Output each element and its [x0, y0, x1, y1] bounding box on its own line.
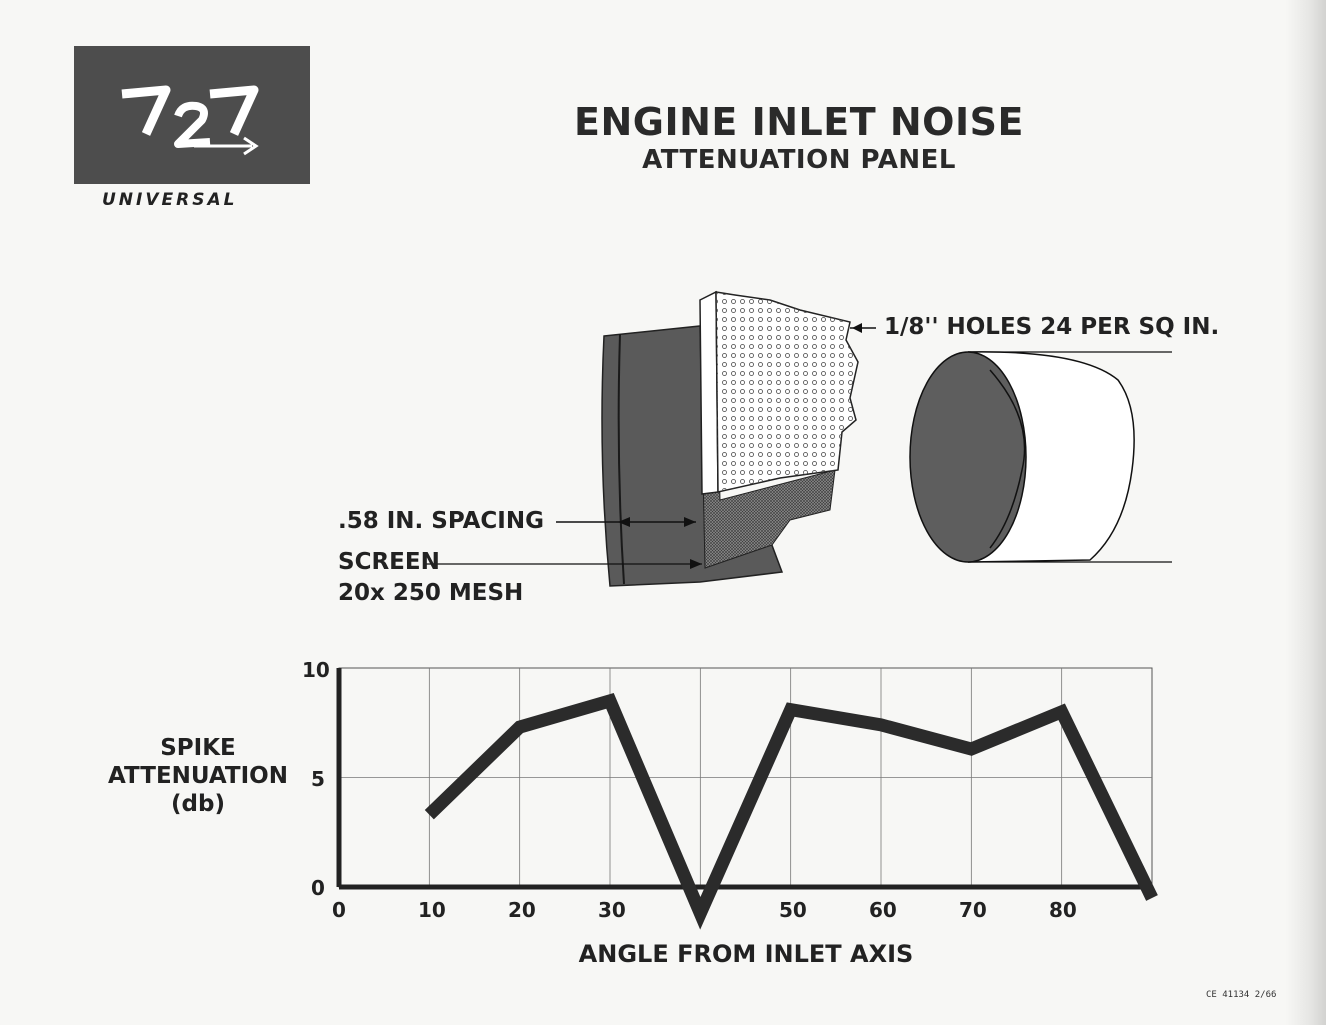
y-tick-10: 10: [302, 658, 330, 682]
screen-label: SCREEN: [338, 549, 440, 575]
x-tick-50: 50: [779, 898, 807, 922]
mesh-label: 20x 250 MESH: [338, 580, 524, 606]
chart-xlabel: ANGLE FROM INLET AXIS: [578, 940, 914, 968]
y-tick-5: 5: [311, 767, 325, 791]
logo-universal: UNIVERSAL: [102, 190, 238, 210]
document-code: CE 41134 2/66: [1206, 990, 1277, 1000]
x-tick-0: 0: [332, 898, 346, 922]
ylabel-line-2: ATTENUATION: [108, 763, 288, 789]
ylabel-line-1: SPIKE: [160, 735, 236, 761]
holes-label: 1/8'' HOLES 24 PER SQ IN.: [884, 314, 1220, 340]
ylabel-line-3: (db): [171, 791, 225, 817]
x-tick-30: 30: [598, 898, 626, 922]
x-tick-80: 80: [1049, 898, 1077, 922]
page-title: ENGINE INLET NOISE: [574, 100, 1024, 144]
chart-ylabel: [100, 734, 296, 818]
x-tick-10: 10: [418, 898, 446, 922]
page-subtitle: ATTENUATION PANEL: [642, 145, 956, 175]
x-tick-70: 70: [959, 898, 987, 922]
spacing-label: .58 IN. SPACING: [338, 508, 544, 534]
x-tick-60: 60: [869, 898, 897, 922]
y-tick-0: 0: [311, 876, 325, 900]
x-tick-20: 20: [508, 898, 536, 922]
